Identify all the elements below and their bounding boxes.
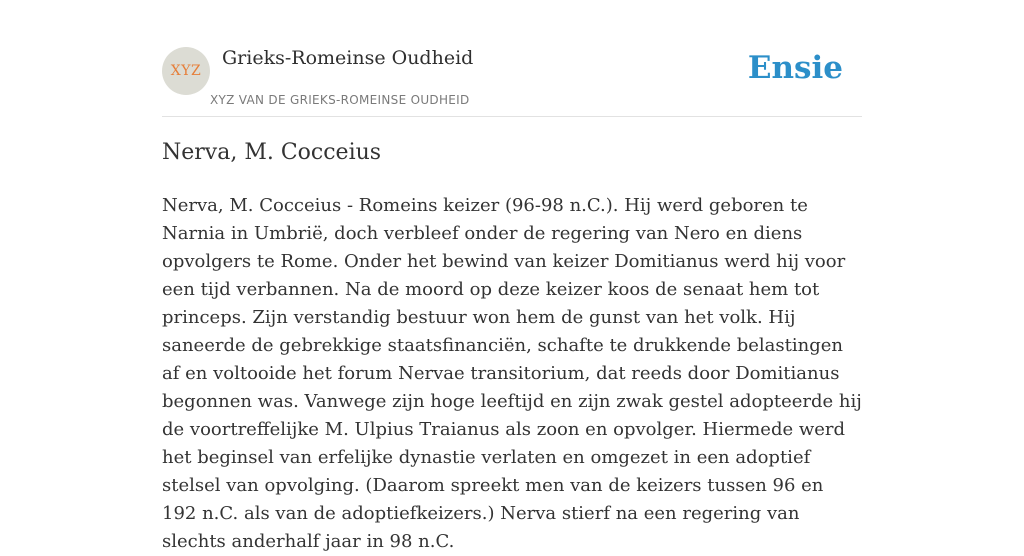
header bbox=[162, 46, 862, 117]
article-title: Nerva, M. Cocceius bbox=[162, 140, 382, 165]
brand-logo[interactable]: Ensie bbox=[747, 50, 843, 86]
site-subtitle: XYZ VAN DE GRIEKS-ROMEINSE OUDHEID bbox=[210, 93, 470, 107]
article-body: Nerva, M. Cocceius - Romeins keizer (96-98 n.C.). Hij werd geboren te Narnia in Umbrië, doch verbleef onder de regering van Nero en diens opvolgers te Rome. Onder het bewind van keizer Domitianus werd hij voor een tijd verbannen. Na de moord op deze keizer koos de senaat hem tot princeps. Zijn verstandig bestuur won hem de gunst van het volk. Hij saneerde de gebrekkige staatsfinanciën, schafte te drukkende belastingen af en voltooide het forum Nervae transitorium, dat reeds door Domitianus begonnen was. Vanwege zijn hoge leeftijd en zijn zwak gestel adopteerde hij de voortreffelijke M. Ulpius Traianus als zoon en opvolger. Hiermede werd het beginsel van erfelijke dynastie verlaten en omgezet in een adoptief stelsel van opvolging. (Daarom spreekt men van de keizers tussen 96 en 192 n.C. als van de adoptiefkeizers.) Nerva stierf na een regering van slechts anderhalf jaar in 98 n.C. bbox=[162, 195, 862, 552]
avatar[interactable]: XYZ bbox=[162, 47, 210, 95]
site-title[interactable]: Grieks-Romeinse Oudheid bbox=[222, 47, 474, 69]
